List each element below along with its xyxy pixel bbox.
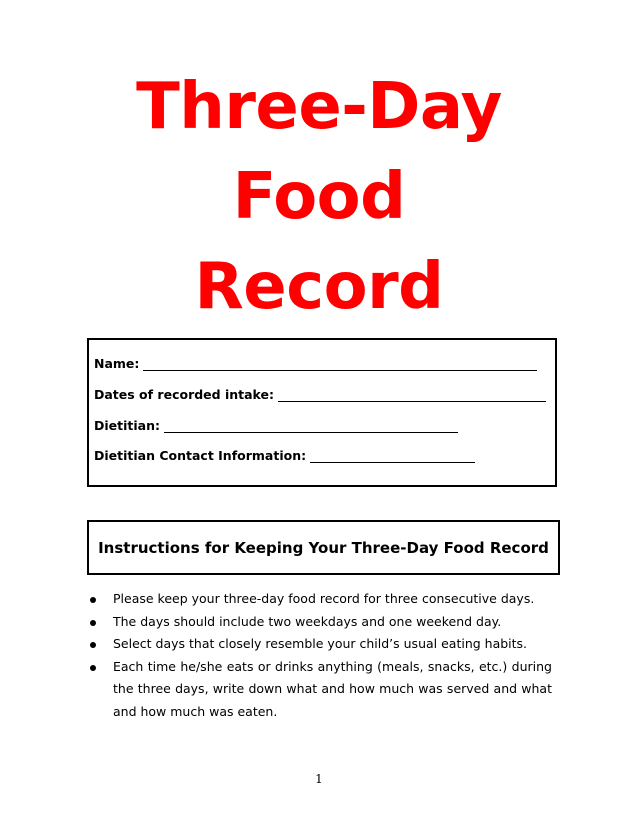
instructions-list: [90, 588, 552, 723]
name-blank-line[interactable]: [143, 358, 537, 371]
dietitian-field[interactable]: [94, 418, 458, 433]
bullet-icon: [90, 597, 96, 603]
list-item: Select days that closely resemble your child’s usual eating habits.: [90, 633, 552, 656]
dietitian-blank-line[interactable]: [164, 420, 458, 433]
title-line-3: Record: [194, 250, 444, 324]
page-number: 1: [315, 772, 323, 786]
instructions-heading-box: [87, 520, 560, 575]
patient-info-box: [87, 338, 557, 487]
dietitian-label: Dietitian:: [94, 418, 160, 433]
list-item: The days should include two weekdays and one weekend day.: [90, 611, 552, 634]
dates-blank-line[interactable]: [278, 389, 546, 402]
dates-field[interactable]: [94, 387, 546, 402]
list-item: Please keep your three-day food record for three consecutive days.: [90, 588, 552, 611]
bullet-icon: [90, 642, 96, 648]
name-field[interactable]: [94, 356, 537, 371]
contact-label: Dietitian Contact Information:: [94, 448, 307, 463]
name-label: Name:: [94, 356, 140, 371]
title-line-1: Three-Day: [136, 70, 502, 144]
contact-field[interactable]: [94, 448, 475, 463]
document-title: [0, 62, 638, 332]
bullet-icon: [90, 665, 96, 671]
instructions-heading: Instructions for Keeping Your Three-Day Food Record: [98, 538, 549, 557]
dates-label: Dates of recorded intake:: [94, 387, 275, 402]
contact-blank-line[interactable]: [310, 450, 475, 463]
title-line-2: Food: [232, 160, 406, 234]
list-item: Each time he/she eats or drinks anything (meals, snacks, etc.) during the three days, write down what and how much was served and what and how much was eaten.: [90, 656, 552, 724]
bullet-icon: [90, 620, 96, 626]
